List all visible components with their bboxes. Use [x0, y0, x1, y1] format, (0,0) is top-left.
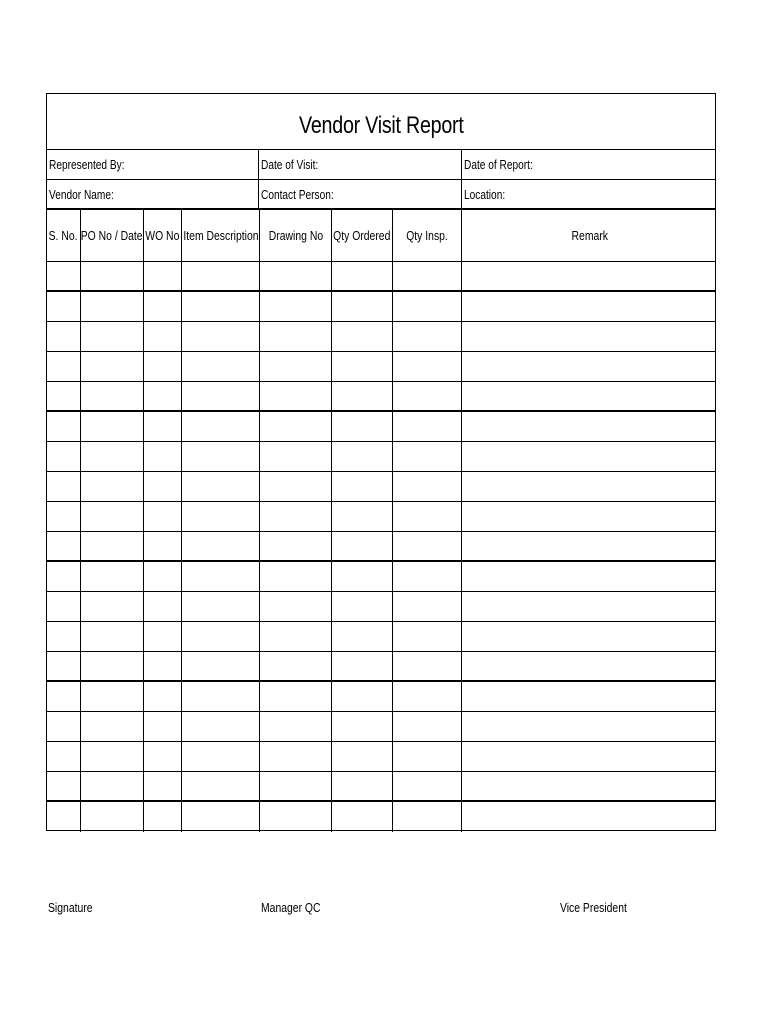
title-row	[47, 94, 715, 150]
table-cell[interactable]	[332, 502, 393, 531]
manager-qc-label: Manager QC	[261, 900, 321, 915]
table-cell[interactable]	[81, 562, 144, 591]
table-cell[interactable]	[462, 772, 717, 800]
table-row	[47, 772, 715, 802]
table-cell[interactable]	[332, 772, 393, 800]
location-label: Location:	[464, 186, 506, 202]
table-cell[interactable]	[332, 592, 393, 621]
table-cell[interactable]	[47, 502, 81, 531]
column-header-po-no-date: PO No / Date	[81, 210, 144, 261]
table-cell[interactable]	[260, 322, 332, 351]
table-cell[interactable]	[182, 682, 260, 711]
table-cell[interactable]	[332, 262, 393, 290]
info-row-2	[47, 180, 715, 210]
table-cell[interactable]	[81, 772, 144, 800]
table-cell[interactable]	[462, 652, 717, 680]
table-cell[interactable]	[47, 592, 81, 621]
table-cell[interactable]	[260, 772, 332, 800]
table-row	[47, 352, 715, 382]
column-header-qty-ordered: Qty Ordered	[332, 210, 393, 261]
table-cell[interactable]	[47, 382, 81, 410]
represented-by-label: Represented By:	[49, 157, 125, 172]
date-of-report-field[interactable]	[462, 150, 717, 179]
table-row	[47, 532, 715, 562]
table-cell[interactable]	[81, 472, 144, 501]
table-cell[interactable]	[260, 442, 332, 471]
table-cell[interactable]	[393, 532, 462, 560]
vendor-name-field[interactable]	[47, 180, 259, 208]
table-cell[interactable]	[182, 502, 260, 531]
table-cell[interactable]	[462, 292, 717, 321]
table-cell[interactable]	[144, 682, 182, 711]
table-cell[interactable]	[393, 502, 462, 531]
table-cell[interactable]	[81, 742, 144, 771]
table-cell[interactable]	[393, 262, 462, 290]
date-of-report-label: Date of Report:	[464, 157, 533, 172]
table-cell[interactable]	[81, 502, 144, 531]
table-row	[47, 412, 715, 442]
table-cell[interactable]	[393, 442, 462, 471]
table-cell[interactable]	[47, 652, 81, 680]
table-row	[47, 592, 715, 622]
table-cell[interactable]	[393, 472, 462, 501]
table-cell[interactable]	[332, 352, 393, 381]
table-row	[47, 382, 715, 412]
table-cell[interactable]	[47, 412, 81, 441]
table-cell[interactable]	[462, 442, 717, 471]
table-row	[47, 652, 715, 682]
date-of-visit-label: Date of Visit:	[261, 157, 319, 172]
table-cell[interactable]	[462, 742, 717, 771]
table-row	[47, 562, 715, 592]
table-cell[interactable]	[260, 622, 332, 651]
table-cell[interactable]	[462, 502, 717, 531]
table-cell[interactable]	[260, 562, 332, 591]
table-cell[interactable]	[393, 622, 462, 651]
table-header	[47, 210, 715, 262]
table-cell[interactable]	[81, 262, 144, 290]
table-cell[interactable]	[182, 262, 260, 290]
table-cell[interactable]	[81, 292, 144, 321]
table-cell[interactable]	[47, 322, 81, 351]
table-cell[interactable]	[393, 412, 462, 441]
table-cell[interactable]	[144, 262, 182, 290]
table-cell[interactable]	[144, 772, 182, 800]
date-of-visit-field[interactable]	[259, 150, 462, 179]
page-title: Vendor Visit Report	[298, 111, 464, 139]
vendor-visit-form	[46, 93, 716, 831]
table-cell[interactable]	[462, 622, 717, 651]
table-cell[interactable]	[47, 802, 81, 832]
table-cell[interactable]	[47, 712, 81, 741]
table-cell[interactable]	[260, 262, 332, 290]
location-field[interactable]	[462, 180, 717, 208]
table-cell[interactable]	[462, 262, 717, 290]
table-cell[interactable]	[47, 352, 81, 381]
table-cell[interactable]	[182, 622, 260, 651]
column-header-qty-insp: Qty Insp.	[393, 210, 462, 261]
table-cell[interactable]	[332, 682, 393, 711]
table-cell[interactable]	[81, 352, 144, 381]
table-cell[interactable]	[260, 652, 332, 680]
table-row	[47, 292, 715, 322]
table-cell[interactable]	[144, 472, 182, 501]
table-cell[interactable]	[144, 502, 182, 531]
table-row	[47, 682, 715, 712]
table-cell[interactable]	[81, 652, 144, 680]
table-cell[interactable]	[332, 712, 393, 741]
table-cell[interactable]	[144, 352, 182, 381]
table-row	[47, 322, 715, 352]
table-cell[interactable]	[81, 622, 144, 651]
table-cell[interactable]	[260, 592, 332, 621]
table-cell[interactable]	[81, 592, 144, 621]
table-cell[interactable]	[81, 322, 144, 351]
table-row	[47, 472, 715, 502]
table-cell[interactable]	[332, 292, 393, 321]
table-cell[interactable]	[182, 592, 260, 621]
column-header-sno: S. No.	[47, 210, 81, 261]
table-cell[interactable]	[144, 382, 182, 410]
table-cell[interactable]	[332, 802, 393, 832]
table-cell[interactable]	[144, 802, 182, 832]
table-cell[interactable]	[182, 712, 260, 741]
table-cell[interactable]	[144, 412, 182, 441]
table-cell[interactable]	[393, 802, 462, 832]
table-cell[interactable]	[182, 652, 260, 680]
table-cell[interactable]	[182, 442, 260, 471]
table-cell[interactable]	[260, 742, 332, 771]
table-cell[interactable]	[260, 412, 332, 441]
table-cell[interactable]	[47, 472, 81, 501]
table-cell[interactable]	[182, 292, 260, 321]
table-cell[interactable]	[393, 772, 462, 800]
table-cell[interactable]	[182, 322, 260, 351]
table-cell[interactable]	[462, 532, 717, 560]
table-cell[interactable]	[332, 742, 393, 771]
table-cell[interactable]	[393, 682, 462, 711]
table-cell[interactable]	[182, 412, 260, 441]
table-cell[interactable]	[81, 442, 144, 471]
column-header-remark: Remark	[571, 228, 608, 243]
table-cell[interactable]	[462, 472, 717, 501]
table-cell[interactable]	[462, 682, 717, 711]
table-cell[interactable]	[260, 382, 332, 410]
table-cell[interactable]	[144, 712, 182, 741]
table-cell[interactable]	[462, 412, 717, 441]
table-cell[interactable]	[47, 442, 81, 471]
table-cell[interactable]	[393, 352, 462, 381]
table-cell[interactable]	[144, 562, 182, 591]
table-cell[interactable]	[332, 622, 393, 651]
table-cell[interactable]	[462, 382, 717, 410]
table-cell[interactable]	[182, 532, 260, 560]
table-cell[interactable]	[47, 742, 81, 771]
table-cell[interactable]	[462, 802, 717, 832]
column-header-wo-no: WO No	[144, 210, 182, 261]
table-row	[47, 502, 715, 532]
table-cell[interactable]	[462, 322, 717, 351]
table-cell[interactable]	[144, 442, 182, 471]
table-cell[interactable]	[393, 562, 462, 591]
table-cell[interactable]	[393, 712, 462, 741]
signature-label: Signature	[48, 900, 93, 915]
table-cell[interactable]	[393, 592, 462, 621]
column-header-item-description: Item Description	[182, 210, 260, 261]
table-cell[interactable]	[332, 382, 393, 410]
table-cell[interactable]	[260, 802, 332, 832]
table-row	[47, 712, 715, 742]
table-cell[interactable]	[332, 532, 393, 560]
info-row-1	[47, 150, 715, 180]
contact-person-field[interactable]	[259, 180, 462, 208]
table-cell[interactable]	[182, 382, 260, 410]
table-cell[interactable]	[47, 772, 81, 800]
table-row	[47, 802, 715, 832]
table-cell[interactable]	[182, 352, 260, 381]
table-cell[interactable]	[260, 352, 332, 381]
table-cell[interactable]	[81, 382, 144, 410]
table-cell[interactable]	[393, 382, 462, 410]
table-cell[interactable]	[47, 682, 81, 711]
table-cell[interactable]	[332, 652, 393, 680]
table-cell[interactable]	[144, 622, 182, 651]
table-cell[interactable]	[182, 562, 260, 591]
table-cell[interactable]	[393, 652, 462, 680]
table-cell[interactable]	[47, 562, 81, 591]
column-header-drawing-no: Drawing No	[260, 210, 332, 261]
table-cell[interactable]	[462, 352, 717, 381]
table-cell[interactable]	[462, 562, 717, 591]
table-cell[interactable]	[260, 532, 332, 560]
table-cell[interactable]	[462, 712, 717, 741]
table-cell[interactable]	[393, 292, 462, 321]
represented-by-field[interactable]	[47, 150, 259, 179]
table-cell[interactable]	[81, 802, 144, 832]
table-cell[interactable]	[81, 412, 144, 441]
table-cell[interactable]	[260, 472, 332, 501]
table-cell[interactable]	[393, 322, 462, 351]
table-cell[interactable]	[81, 682, 144, 711]
table-cell[interactable]	[332, 442, 393, 471]
table-cell[interactable]	[260, 292, 332, 321]
table-cell[interactable]	[332, 472, 393, 501]
table-cell[interactable]	[260, 682, 332, 711]
table-cell[interactable]	[81, 532, 144, 560]
table-cell[interactable]	[260, 712, 332, 741]
table-cell[interactable]	[144, 592, 182, 621]
table-cell[interactable]	[47, 622, 81, 651]
vice-president-label: Vice President	[560, 900, 627, 915]
table-cell[interactable]	[47, 262, 81, 290]
table-row	[47, 262, 715, 292]
table-cell[interactable]	[182, 772, 260, 800]
table-cell[interactable]	[47, 292, 81, 321]
vendor-name-label: Vendor Name:	[49, 186, 114, 202]
table-cell[interactable]	[144, 742, 182, 771]
table-cell[interactable]	[47, 532, 81, 560]
table-cell[interactable]	[182, 472, 260, 501]
table-cell[interactable]	[332, 562, 393, 591]
table-cell[interactable]	[462, 592, 717, 621]
table-row	[47, 742, 715, 772]
contact-person-label: Contact Person:	[261, 186, 334, 202]
table-cell[interactable]	[393, 742, 462, 771]
table-row	[47, 442, 715, 472]
table-cell[interactable]	[144, 652, 182, 680]
table-cell[interactable]	[144, 532, 182, 560]
table-cell[interactable]	[81, 712, 144, 741]
table-row	[47, 622, 715, 652]
table-cell[interactable]	[144, 322, 182, 351]
table-cell[interactable]	[182, 742, 260, 771]
table-cell[interactable]	[260, 502, 332, 531]
table-cell[interactable]	[332, 322, 393, 351]
table-body	[47, 262, 715, 832]
table-cell[interactable]	[332, 412, 393, 441]
table-cell[interactable]	[144, 292, 182, 321]
table-cell[interactable]	[182, 802, 260, 832]
items-table	[47, 210, 715, 832]
